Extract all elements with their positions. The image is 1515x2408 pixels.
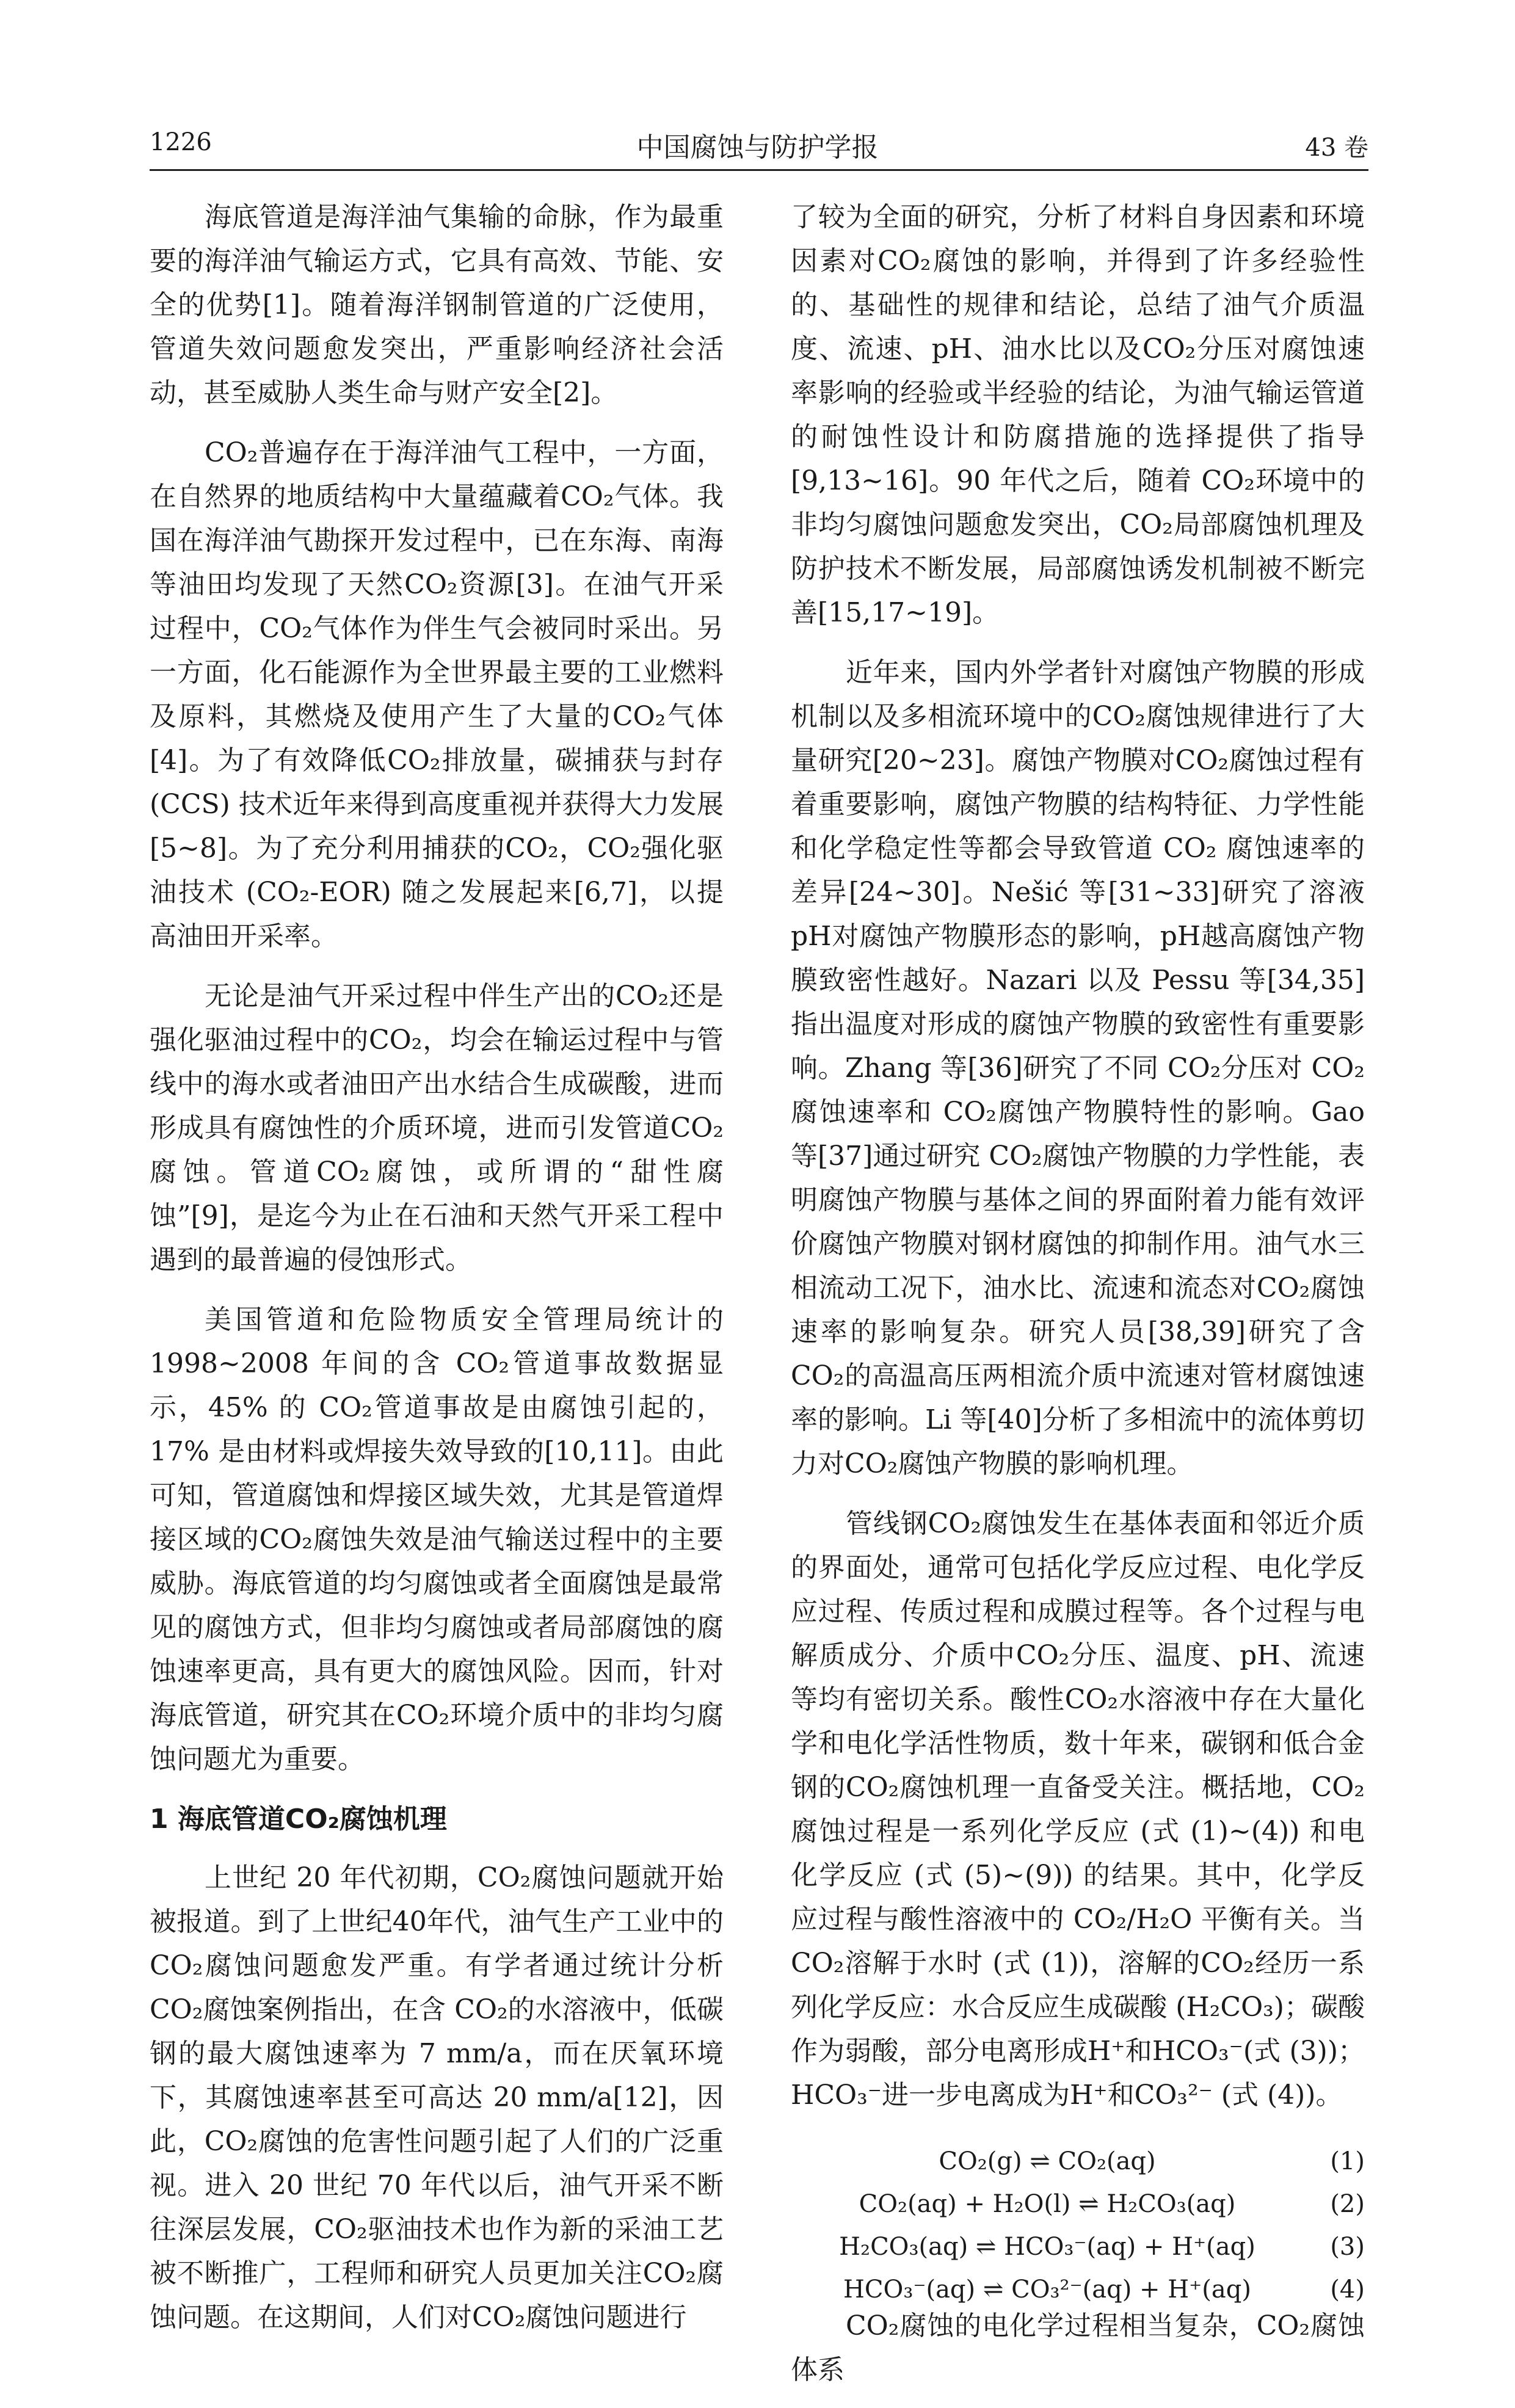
paragraph: CO₂腐蚀的电化学过程相当复杂，CO₂腐蚀体系 <box>791 2310 1365 2385</box>
equation-number: (4) <box>1330 2276 1365 2304</box>
paragraph: 近年来，国内外学者针对腐蚀产物膜的形成机制以及多相流环境中的CO₂腐蚀规律进行了大量研究[20~23]。腐蚀产物膜对CO₂腐蚀过程有着重要影响，腐蚀产物膜的结构特征、力学性能和化学稳定性等都会导致管道 CO₂ 腐蚀速率的差异[24~30]。Nešić 等[31~33]研究了溶液pH对腐蚀产物膜形态的影响，pH越高腐蚀产物膜致密性越好。Nazari 以及 Pessu 等[34,35]指出温度对形成的腐蚀产物膜的致密性有重要影响。Zhang 等[36]研究了不同 CO₂分压对 CO₂腐蚀速率和 CO₂腐蚀产物膜特性的影响。Gao 等[37]通过研究 CO₂腐蚀产物膜的力学性能，表明腐蚀产物膜与基体之间的界面附着力能有效评价腐蚀产物膜对钢材腐蚀的抑制作用。油气水三相流动工况下，油水比、流速和流态对CO₂腐蚀速率的影响复杂。研究人员[38,39]研究了含CO₂的高温高压两相流介质中流速对管材腐蚀速率的影响。Li 等[40]分析了多相流中的流体剪切力对CO₂腐蚀产物膜的影响机理。 <box>791 657 1365 1479</box>
paragraph: CO₂普遍存在于海洋油气工程中，一方面，在自然界的地质结构中大量蕴藏着CO₂气体。我国在海洋油气勘探开发过程中，已在东海、南海等油田均发现了天然CO₂资源[3]。在油气开采过程中，CO₂气体作为伴生气会被同时采出。另一方面，化石能源作为全世界最主要的工业燃料及原料，其燃烧及使用产生了大量的CO₂气体[4]。为了有效降低CO₂排放量，碳捕获与封存 (CCS) 技术近年来得到高度重视并获得大力发展[5~8]。为了充分利用捕获的CO₂，CO₂强化驱油技术 (CO₂-EOR) 随之发展起来[6,7]，以提高油田开采率。 <box>150 437 724 952</box>
paragraph: 美国管道和危险物质安全管理局统计的 1998~2008 年间的含 CO₂管道事故数据显示，45% 的 CO₂管道事故是由腐蚀引起的，17% 是由材料或焊接失效导致的[10,11]。由此可知，管道腐蚀和焊接区域失效，尤其是管道焊接区域的CO₂腐蚀失效是油气输送过程中的主要威胁。海底管道的均匀腐蚀或者全面腐蚀是最常见的腐蚀方式，但非均匀腐蚀或者局部腐蚀的腐蚀速率更高，具有更大的腐蚀风险。因而，针对海底管道，研究其在CO₂环境介质中的非均匀腐蚀问题尤为重要。 <box>150 1304 724 1775</box>
equation <box>791 2176 1365 2219</box>
left-column <box>150 195 724 2355</box>
equation-body: CO₂(g) ⇌ CO₂(aq) <box>939 2147 1156 2175</box>
page-header <box>0 0 1515 183</box>
equation-number: (2) <box>1330 2190 1365 2218</box>
equation <box>791 2261 1365 2304</box>
equation-body: HCO₃⁻(aq) ⇌ CO₃²⁻(aq) + H⁺(aq) <box>843 2276 1251 2304</box>
section-heading: 1 海底管道CO₂腐蚀机理 <box>150 1804 447 1835</box>
equation-number: (3) <box>1330 2233 1365 2261</box>
page-number: 1226 <box>150 128 212 156</box>
equation <box>791 2219 1365 2261</box>
paragraph: 上世纪 20 年代初期，CO₂腐蚀问题就开始被报道。到了上世纪40年代，油气生产工业中的CO₂腐蚀问题愈发严重。有学者通过统计分析CO₂腐蚀案例指出，在含 CO₂的水溶液中，低碳钢的最大腐蚀速率为 7 mm/a，而在厌氧环境下，其腐蚀速率甚至可高达 20 mm/a[12]，因此，CO₂腐蚀的危害性问题引起了人们的广泛重视。进入 20 世纪 70 年代以后，油气开采不断往深层发展，CO₂驱油技术也作为新的采油工艺被不断推广，工程师和研究人员更加关注CO₂腐蚀问题。在这期间，人们对CO₂腐蚀问题进行 <box>150 1862 724 2333</box>
equation-number: (1) <box>1330 2147 1365 2175</box>
paragraph: 了较为全面的研究，分析了材料自身因素和环境因素对CO₂腐蚀的影响，并得到了许多经验性的、基础性的规律和结论，总结了油气介质温度、流速、pH、油水比以及CO₂分压对腐蚀速率影响的经验或半经验的结论，为油气输运管道的耐蚀性设计和防腐措施的选择提供了指导[9,13~16]。90 年代之后，随着 CO₂环境中的非均匀腐蚀问题愈发突出，CO₂局部腐蚀机理及防护技术不断发展，局部腐蚀诱发机制被不断完善[15,17~19]。 <box>791 201 1365 628</box>
equation-body: CO₂(aq) + H₂O(l) ⇌ H₂CO₃(aq) <box>859 2190 1236 2218</box>
journal-title: 中国腐蚀与防护学报 <box>636 132 879 163</box>
paragraph: 无论是油气开采过程中伴生产出的CO₂还是强化驱油过程中的CO₂，均会在输运过程中与管线中的海水或者油田产出水结合生成碳酸，进而形成具有腐蚀性的介质环境，进而引发管道CO₂腐蚀。管道CO₂腐蚀，或所谓的“甜性腐蚀”[9]，是迄今为止在石油和天然气开采工程中遇到的最普遍的侵蚀形式。 <box>150 981 724 1275</box>
volume-label: 43 卷 <box>1305 134 1368 162</box>
equation <box>791 2133 1365 2176</box>
right-column <box>791 195 1365 2408</box>
paragraph: 海底管道是海洋油气集输的命脉，作为最重要的海洋油气输运方式，它具有高效、节能、安全的优势[1]。随着海洋钢制管道的广泛使用，管道失效问题愈发突出，严重影响经济社会活动，甚至威胁人类生命与财产安全[2]。 <box>150 201 724 408</box>
equation-body: H₂CO₃(aq) ⇌ HCO₃⁻(aq) + H⁺(aq) <box>839 2233 1255 2261</box>
paragraph: 管线钢CO₂腐蚀发生在基体表面和邻近介质的界面处，通常可包括化学反应过程、电化学反应过程、传质过程和成膜过程等。各个过程与电解质成分、介质中CO₂分压、温度、pH、流速等均有密切关系。酸性CO₂水溶液中存在大量化学和电化学活性物质，数十年来，碳钢和低合金钢的CO₂腐蚀机理一直备受关注。概括地，CO₂腐蚀过程是一系列化学反应 (式 (1)~(4)) 和电化学反应 (式 (5)~(9)) 的结果。其中，化学反应过程与酸性溶液中的 CO₂/H₂O 平衡有关。当CO₂溶解于水时 (式 (1))，溶解的CO₂经历一系列化学反应：水合反应生成碳酸 (H₂CO₃)；碳酸作为弱酸，部分电离形成H⁺和HCO₃⁻(式 (3))；HCO₃⁻进一步电离成为H⁺和CO₃²⁻ (式 (4))。 <box>791 1508 1365 2111</box>
header-rule <box>150 169 1368 171</box>
